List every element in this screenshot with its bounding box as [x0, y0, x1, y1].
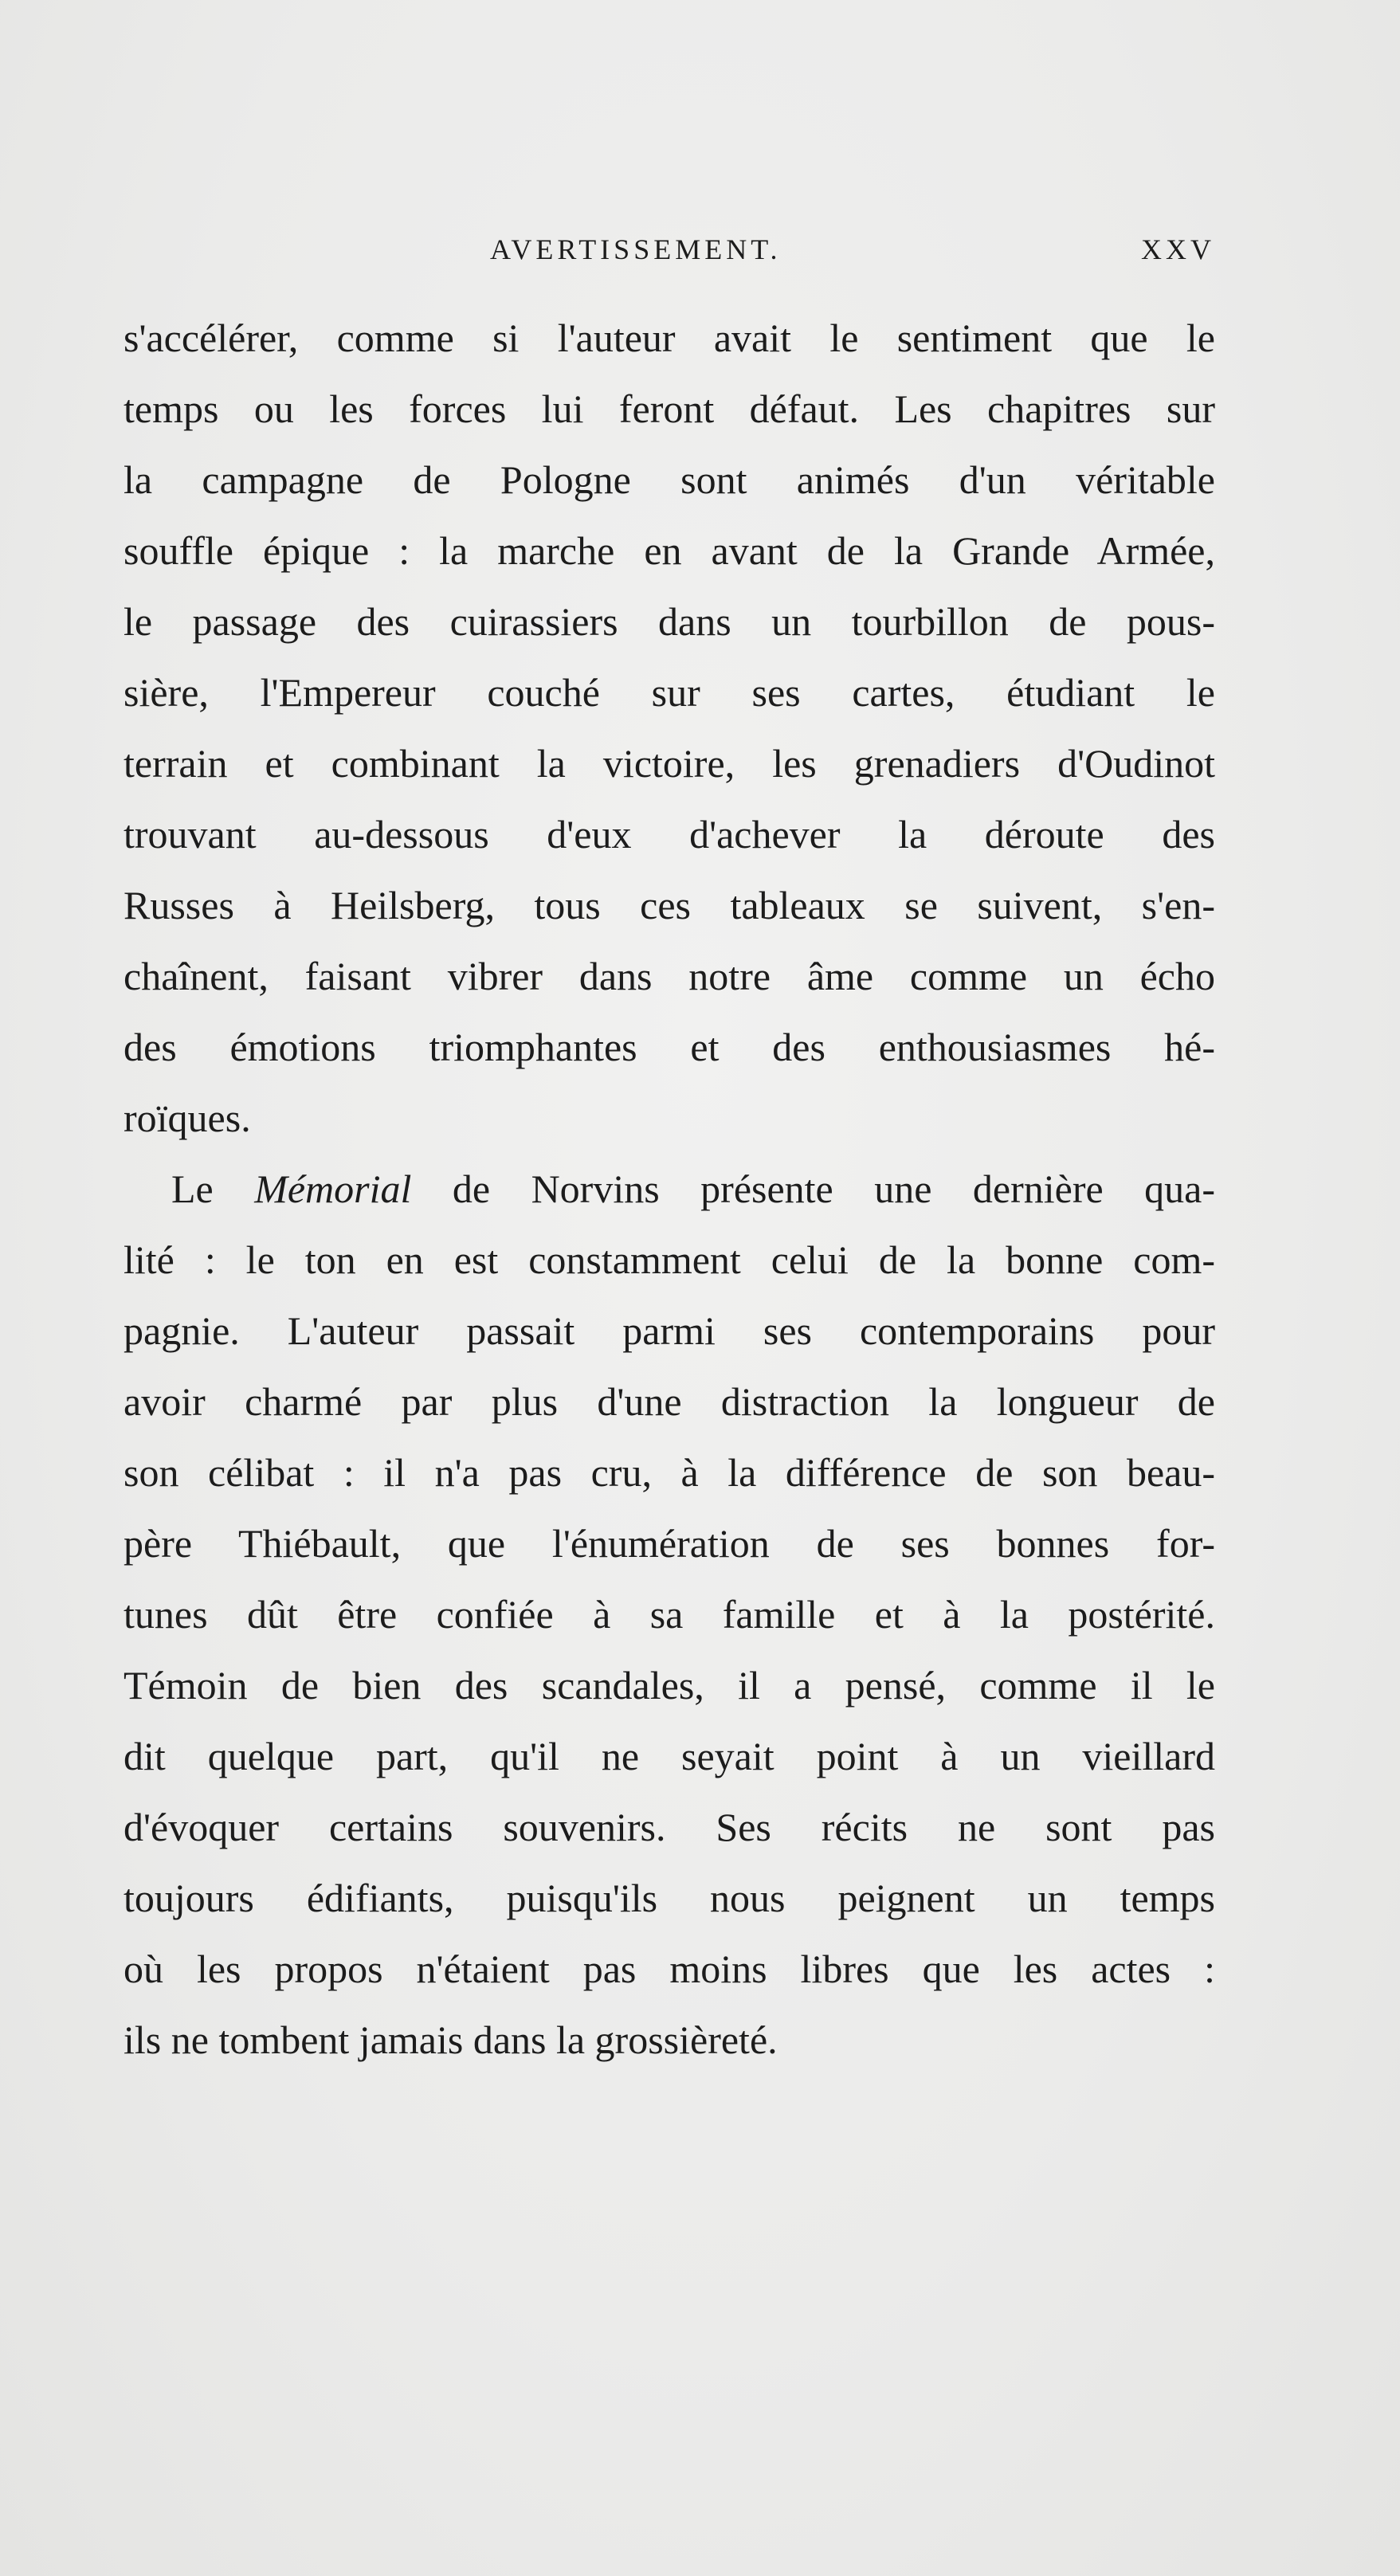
- text-line: toujours édifiants, puisqu'ils nous peignent un temps: [124, 1876, 1215, 1920]
- text-line: tunes dût être confiée à sa famille et à la postérité.: [124, 1592, 1215, 1637]
- body-text: [124, 303, 1215, 2076]
- text-line: dit quelque part, qu'il ne seyait point à un vieillard: [124, 1734, 1215, 1778]
- text-line: le passage des cuirassiers dans un tourbillon de pous-: [124, 599, 1215, 644]
- paragraph-prefix: Le: [171, 1166, 255, 1211]
- text-line: souffle épique : la marche en avant de la Grande Armée,: [124, 528, 1215, 573]
- text-line: lité : le ton en est constamment celui de la bonne com-: [124, 1237, 1215, 1282]
- running-head: [124, 233, 1215, 280]
- text-line: d'évoquer certains souvenirs. Ses récits ne sont pas: [124, 1805, 1215, 1849]
- text-line: Témoin de bien des scandales, il a pensé, comme il le: [124, 1663, 1215, 1708]
- text-line: où les propos n'étaient pas moins libres que les actes :: [124, 1947, 1215, 1991]
- text-line: trouvant au-dessous d'eux d'achever la déroute des: [124, 812, 1215, 857]
- text-line: s'accélérer, comme si l'auteur avait le sentiment que le: [124, 316, 1215, 360]
- text-line: la campagne de Pologne sont animés d'un véritable: [124, 457, 1215, 502]
- text-line: chaînent, faisant vibrer dans notre âme comme un écho: [124, 954, 1215, 998]
- text-line: père Thiébault, que l'énumération de ses bonnes for-: [124, 1521, 1215, 1566]
- text-line: roïques.: [124, 1096, 251, 1140]
- text-line: avoir charmé par plus d'une distraction la longueur de: [124, 1379, 1215, 1424]
- text-line: pagnie. L'auteur passait parmi ses contemporains pour: [124, 1308, 1215, 1353]
- text-line: ils ne tombent jamais dans la grossièreté.: [124, 2017, 778, 2062]
- book-title: Mémorial: [254, 1166, 412, 1211]
- text-line: sière, l'Empereur couché sur ses cartes, étudiant le: [124, 670, 1215, 715]
- paragraph-suffix: de Norvins présente une dernière qua-: [411, 1166, 1215, 1211]
- running-title: AVERTISSEMENT.: [490, 233, 782, 265]
- text-line: temps ou les forces lui feront défaut. Les chapitres sur: [124, 386, 1215, 431]
- paragraph-start-line: [124, 1154, 1215, 1225]
- text-line: terrain et combinant la victoire, les grenadiers d'Oudinot: [124, 741, 1215, 786]
- text-line: des émotions triomphantes et des enthousiasmes hé-: [124, 1025, 1215, 1069]
- text-line: Russes à Heilsberg, tous ces tableaux se suivent, s'en-: [124, 883, 1215, 927]
- text-line: son célibat : il n'a pas cru, à la différence de son beau-: [124, 1450, 1215, 1495]
- page-number: XXV: [1141, 233, 1215, 265]
